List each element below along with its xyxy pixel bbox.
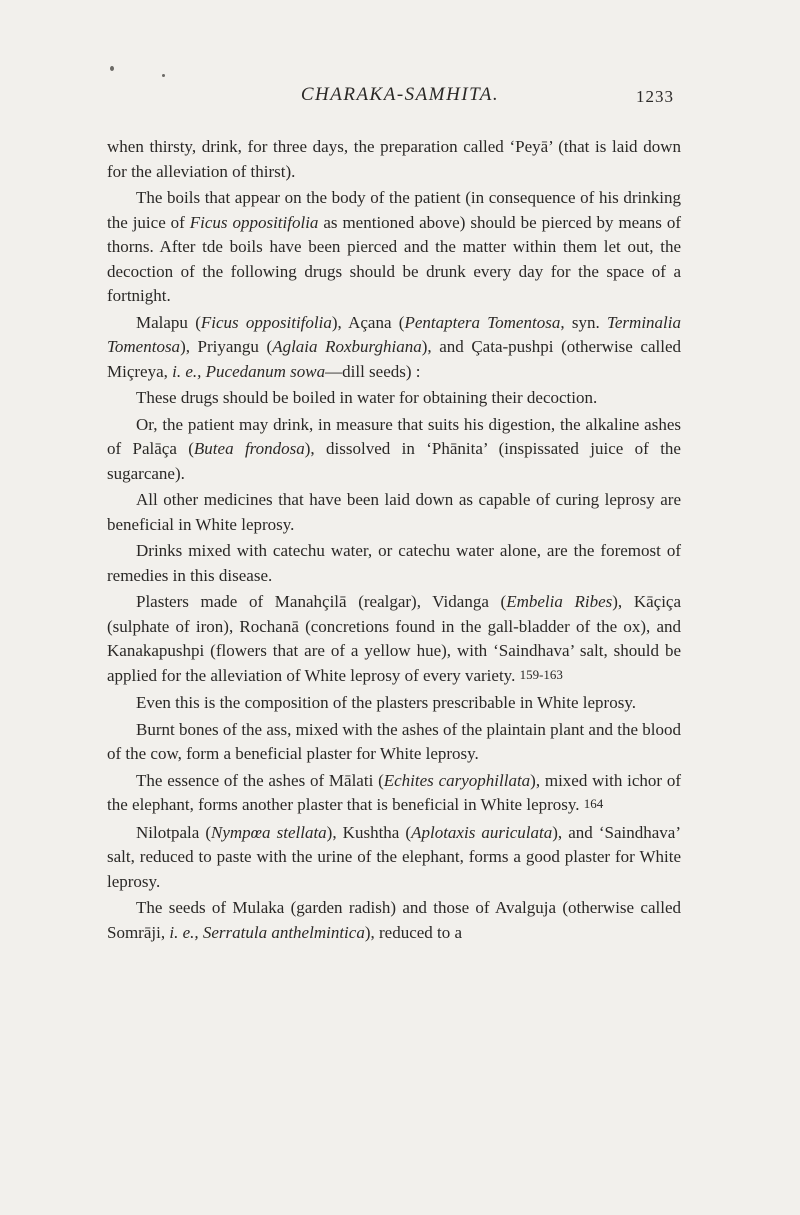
paragraph xyxy=(107,488,681,537)
scientific-name: i. e., Pucedanum sowa xyxy=(172,361,326,381)
paragraph xyxy=(107,311,681,385)
paragraph xyxy=(107,896,681,945)
paragraph xyxy=(107,769,681,819)
scientific-name: Pentaptera Tomentosa xyxy=(404,312,561,332)
verse-number: 159-163 xyxy=(519,666,563,682)
text-run: The seeds of Mulaka (garden radish) and those of Avalguja (otherwise called Somrāji, xyxy=(107,898,681,942)
scientific-name: Butea frondosa xyxy=(193,439,305,458)
scientific-name: Echites caryophillata xyxy=(383,770,531,790)
text-run: The boils that appear on the body of the patient (in consequence of his drinking the juice of xyxy=(107,188,681,232)
paragraph xyxy=(107,718,681,767)
paragraph xyxy=(107,413,681,487)
text-run: ), and ‘Saindhava’ salt, reduced to paste with the urine of the elephant, forms a good plaster for White leprosy. xyxy=(107,822,682,891)
text-run: ), Kāçiça (sulphate of iron), Rochanā (concretions found in the gall-bladder of the ox), and Kanakapushpi (flowers that are of a yellow hue), with ‘Saindhava’ salt, should be applied for the alleviation of White leprosy of every variety. xyxy=(107,592,682,685)
text-run: Burnt bones of the ass, mixed with the ashes of the plaintain plant and the blood of the cow, form a beneficial plaster for White leprosy. xyxy=(107,719,681,763)
text-run: Plasters made of Manahçilā (realgar), Vidanga ( xyxy=(136,592,507,611)
text-run: as mentioned above) should be pierced by means of thorns. After tde boils have been pierced and the matter within them let out, the decoction of the following drugs should be drunk every day for the space of a fortnight. xyxy=(107,212,681,305)
text-run: ), and Çata-pushpi (otherwise called Miçreya, xyxy=(107,337,681,381)
text-run: All other medicines that have been laid down as capable of curing leprosy are beneficial in White leprosy. xyxy=(107,490,681,534)
paper-speck xyxy=(110,66,114,71)
text-run: ), reduced to a xyxy=(364,922,463,942)
text-run: when thirsty, drink, for three days, the preparation called ‘Peyā’ (that is laid down for the alleviation of thirst). xyxy=(107,137,681,181)
paragraph xyxy=(107,135,681,184)
text-run: Even this is the composition of the plasters prescribable in White leprosy. xyxy=(136,693,636,712)
scientific-name: Ficus oppositifolia xyxy=(189,212,319,232)
text-run: ), Açana ( xyxy=(331,312,405,332)
paragraph xyxy=(107,186,681,309)
text-run: ), Kushtha ( xyxy=(326,822,412,842)
paragraph xyxy=(107,386,681,411)
scientific-name: Aplotaxis auriculata xyxy=(411,822,553,842)
running-header-title: CHARAKA-SAMHITA. xyxy=(300,84,500,105)
scientific-name: Ficus oppositifolia xyxy=(200,312,332,332)
paragraph xyxy=(107,590,681,689)
text-run: , syn. xyxy=(560,312,607,332)
text-run: Or, the patient may drink, in measure that suits his digestion, the alkaline ashes of Palāça ( xyxy=(107,414,681,458)
text-run: ), Priyangu ( xyxy=(180,337,273,356)
paragraph xyxy=(107,539,681,588)
text-run: Nilotpala ( xyxy=(136,822,212,842)
text-run: Malapu ( xyxy=(136,312,201,332)
text-run: ), mixed with ichor of the elephant, forms another plaster that is beneficial in White leprosy. xyxy=(107,770,682,814)
scientific-name: Nympœa stellata xyxy=(211,822,327,842)
verse-number: 164 xyxy=(583,796,604,811)
paper-speck xyxy=(162,74,165,77)
text-run: —dill seeds) : xyxy=(325,361,421,381)
paragraph xyxy=(107,691,681,716)
page-number: 1233 xyxy=(636,87,674,106)
scientific-name: Aglaia Roxburghiana xyxy=(272,337,422,356)
scientific-name: i. e., Serratula anthelmintica xyxy=(169,922,365,942)
text-run: These drugs should be boiled in water for obtaining their decoction. xyxy=(136,388,598,407)
scientific-name: Terminalia Tomentosa xyxy=(107,312,681,356)
text-run: ), dissolved in ‘Phānita’ (inspissated juice of the sugarcane). xyxy=(107,439,681,483)
text-run: Drinks mixed with catechu water, or catechu water alone, are the foremost of remedies in this disease. xyxy=(107,541,681,585)
paragraph xyxy=(107,821,681,895)
scientific-name: Embelia Ribes xyxy=(506,592,613,611)
text-run: The essence of the ashes of Mālati ( xyxy=(136,770,384,790)
body-text xyxy=(107,135,681,945)
